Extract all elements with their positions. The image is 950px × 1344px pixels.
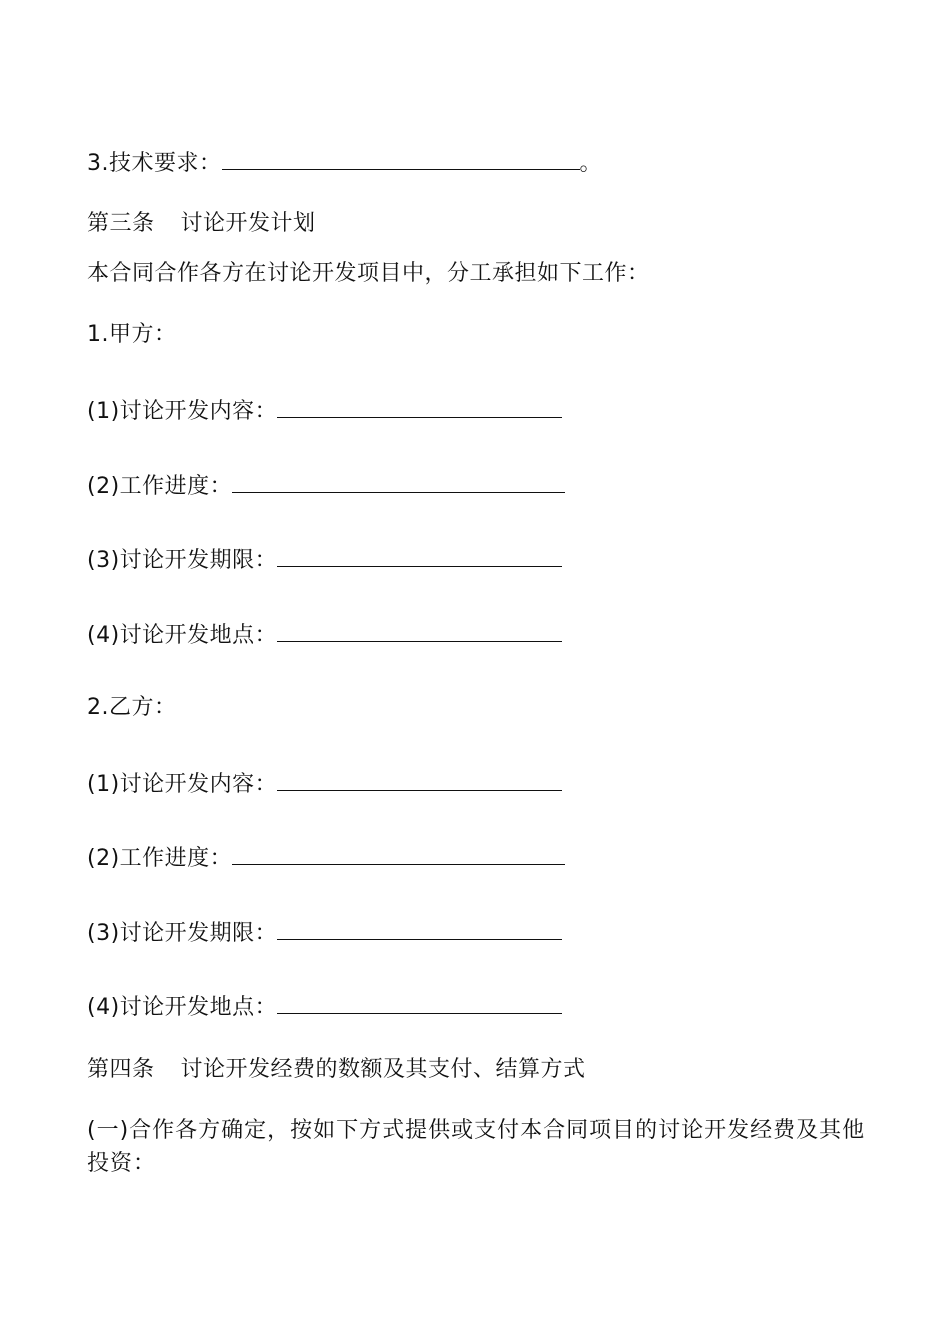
- party-b-item-content: [87, 768, 562, 800]
- party-a-label: 1.甲方：: [87, 322, 177, 347]
- article-3-number: 第三条: [87, 211, 155, 236]
- article-4-heading: [87, 1055, 586, 1085]
- party-a-item-content: [87, 395, 562, 427]
- party-a-item-location: [87, 619, 562, 651]
- party-a-period-blank: [277, 544, 562, 567]
- party-a-period-label: (3)讨论开发期限：: [87, 548, 278, 573]
- tech-requirements-label: 3.技术要求：: [87, 151, 222, 176]
- party-a-progress-label: (2)工作进度：: [87, 474, 233, 499]
- party-a-item-period: [87, 544, 562, 576]
- article-4-title: 讨论开发经费的数额及其支付、结算方式: [180, 1057, 586, 1082]
- party-b-item-progress: [87, 842, 565, 874]
- division-of-work-intro: [87, 259, 650, 289]
- party-b-item-location: [87, 991, 562, 1023]
- party-a-heading: [87, 320, 177, 350]
- party-a-content-label: (1)讨论开发内容：: [87, 399, 278, 424]
- funding-clause-text: (一)合作各方确定，按如下方式提供或支付本合同项目的讨论开发经费及其他投资：: [87, 1118, 866, 1176]
- tech-requirements-line: [87, 147, 602, 179]
- party-b-heading: [87, 693, 177, 723]
- party-b-progress-blank: [232, 842, 565, 865]
- party-b-location-blank: [277, 991, 562, 1014]
- party-b-location-label: (4)讨论开发地点：: [87, 995, 278, 1020]
- party-b-period-blank: [277, 917, 562, 940]
- party-b-progress-label: (2)工作进度：: [87, 846, 233, 871]
- party-a-location-blank: [277, 619, 562, 642]
- tech-requirements-blank: [222, 147, 580, 170]
- article-3-title: 讨论开发计划: [180, 211, 316, 236]
- party-a-item-progress: [87, 470, 565, 502]
- tech-requirements-suffix: 。: [579, 151, 603, 176]
- party-b-content-blank: [277, 768, 562, 791]
- division-of-work-text: 本合同合作各方在讨论开发项目中，分工承担如下工作：: [87, 261, 650, 286]
- party-b-item-period: [87, 917, 562, 949]
- party-a-location-label: (4)讨论开发地点：: [87, 623, 278, 648]
- article-3-heading: [87, 209, 316, 239]
- party-b-label: 2.乙方：: [87, 695, 177, 720]
- article-4-number: 第四条: [87, 1057, 155, 1082]
- party-a-progress-blank: [232, 470, 565, 493]
- party-b-content-label: (1)讨论开发内容：: [87, 772, 278, 797]
- party-b-period-label: (3)讨论开发期限：: [87, 921, 278, 946]
- party-a-content-blank: [277, 395, 562, 418]
- funding-clause-paragraph: [87, 1114, 867, 1180]
